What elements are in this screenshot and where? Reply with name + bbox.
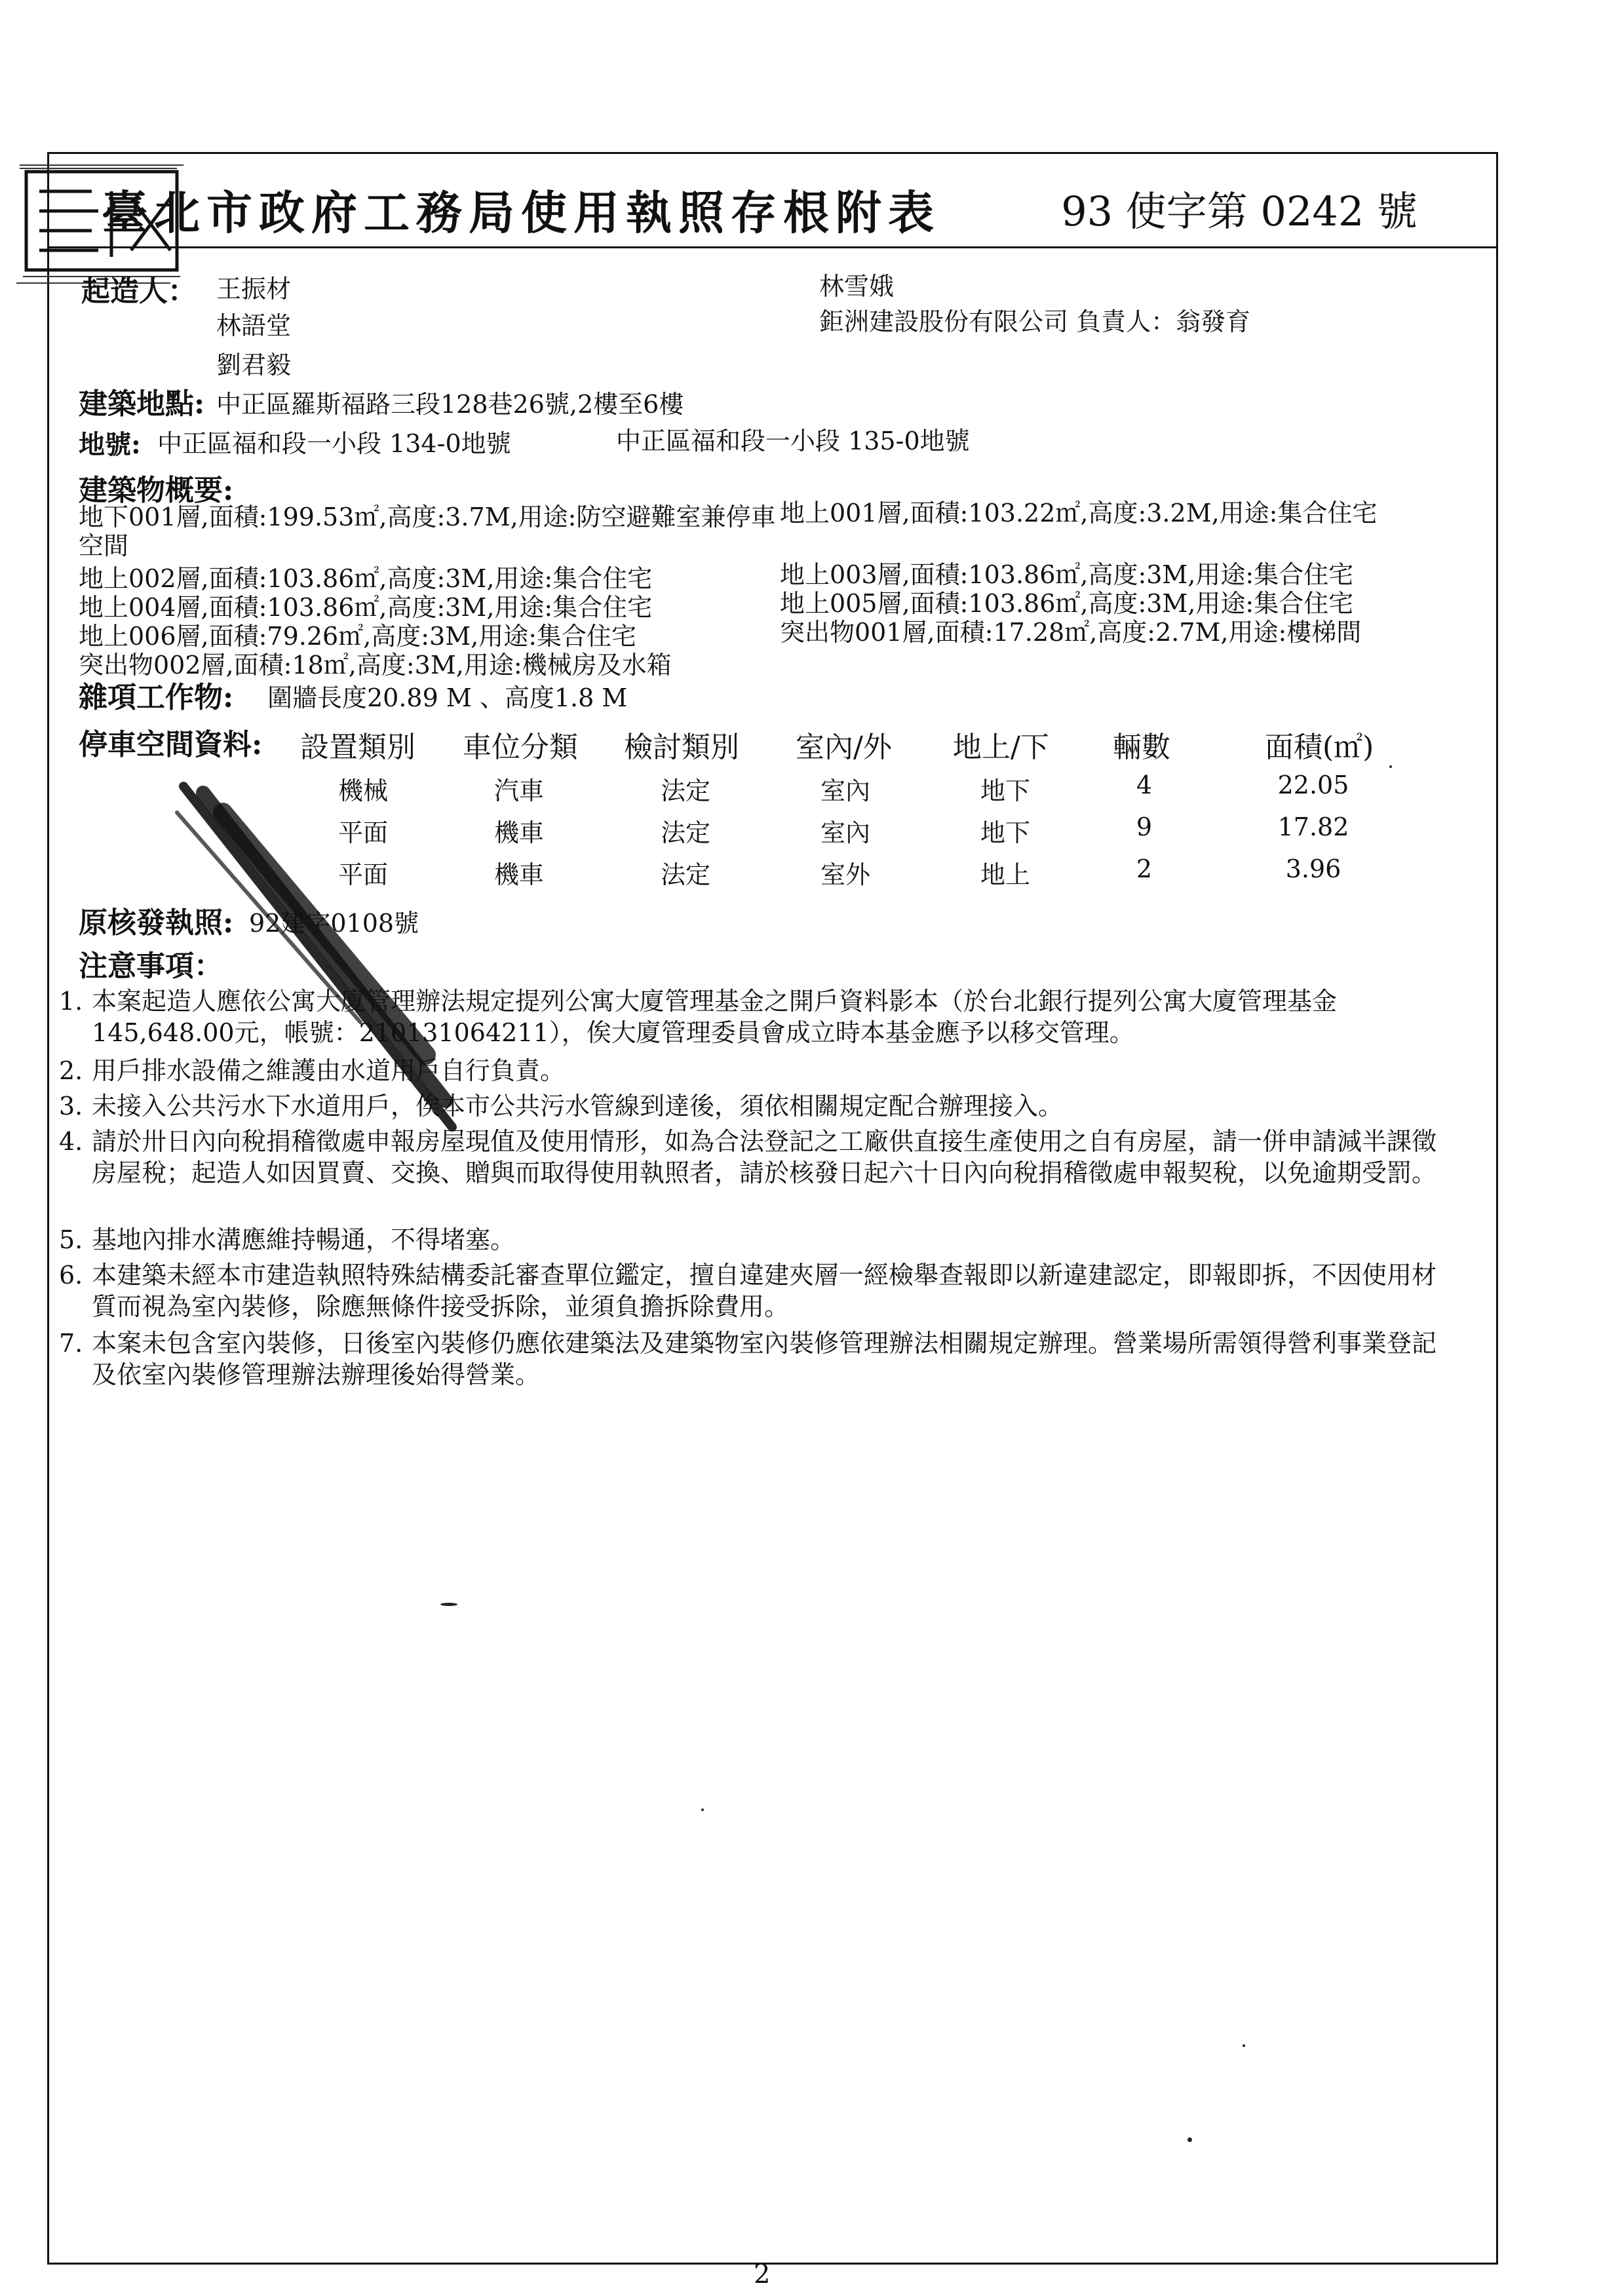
parking-cell: 機車 [493, 860, 544, 889]
parking-cell: 地上 [980, 860, 1030, 889]
parking-cell: 機械 [338, 776, 388, 805]
note-number: 1. [59, 987, 83, 1016]
note-number: 7. [59, 1329, 83, 1358]
parking-header: 輛數 [1113, 731, 1170, 764]
address-value: 中正區羅斯福路三段128巷26號,2樓至6樓 [216, 390, 684, 419]
parking-header: 面積(㎡) [1265, 731, 1374, 764]
building-line-left: 地上004層,面積:103.86㎡,高度:3M,用途:集合住宅 [79, 593, 653, 622]
applicant-label: 起造人： [81, 275, 197, 308]
lot-value-1: 中正區福和段一小段 134-0地號 [157, 429, 511, 458]
title-bar [49, 154, 1496, 248]
parking-cell: 機車 [493, 818, 544, 847]
parking-cell: 室內 [820, 818, 870, 847]
building-summary-label: 建築物概要: [79, 474, 234, 507]
note-text: 本建築未經本市建造執照特殊結構委託審查單位鑑定，擅自違建夾層一經檢舉查報即以新違建認定，即報即拆，不因使用材質而視為室內裝修，除應無條件接受拆除，並須負擔拆除費用。 [92, 1261, 1437, 1321]
parking-header: 車位分類 [463, 731, 578, 764]
parking-cell: 法定 [660, 818, 710, 847]
stray-mark [1389, 765, 1392, 768]
parking-cell: 3.96 [1285, 854, 1341, 883]
misc-works-label: 雜項工作物: [79, 681, 234, 714]
parking-header: 檢討類別 [624, 731, 739, 764]
note-number: 2. [59, 1056, 83, 1085]
note-item [59, 1259, 1455, 1322]
stray-mark [1243, 2044, 1245, 2047]
parking-cell: 地下 [980, 776, 1030, 805]
building-line-left: 地下001層,面積:199.53㎡,高度:3.7M,用途:防空避難室兼停車 [79, 503, 776, 531]
applicant-name: 林語堂 [216, 311, 292, 340]
applicant-name: 王振材 [216, 275, 292, 303]
parking-cell: 平面 [338, 860, 388, 889]
applicant-company: 鉅洲建設股份有限公司 負責人：翁發育 [819, 307, 1251, 336]
parking-cell: 法定 [660, 860, 710, 889]
building-line-left: 突出物002層,面積:18㎡,高度:3M,用途:機械房及水箱 [79, 651, 672, 679]
parking-cell: 平面 [338, 818, 388, 847]
address-label: 建築地點: [79, 387, 205, 421]
parking-cell: 室內 [820, 776, 870, 805]
page-number: 2 [754, 2259, 771, 2289]
parking-cell: 17.82 [1277, 813, 1349, 841]
notes-label: 注意事項： [79, 949, 223, 983]
permit-form-frame [47, 152, 1498, 2265]
scan-streak-mark [164, 773, 472, 1140]
applicant-name: 林雪娥 [819, 272, 895, 301]
permit-number: 93 使字第 0242 號 [1061, 187, 1418, 235]
parking-cell: 22.05 [1277, 771, 1349, 799]
building-line-right: 地上001層,面積:103.22㎡,高度:3.2M,用途:集合住宅 [780, 499, 1378, 527]
building-line-right: 地上003層,面積:103.86㎡,高度:3M,用途:集合住宅 [780, 560, 1354, 589]
note-text: 未接入公共污水下水道用戶，俟本市公共污水管線到達後，須依相關規定配合辦理接入。 [92, 1092, 1064, 1120]
note-text: 請於卅日內向稅捐稽徵處申報房屋現值及使用情形，如為合法登記之工廠供直接生產使用之自有房屋，請一併申請減半課徵房屋稅；起造人如因買賣、交換、贈與而取得使用執照者，請於核發日起六十日內向稅捐稽徵處申報契稅，以免逾期受罰。 [92, 1127, 1437, 1187]
note-item [59, 1224, 1455, 1255]
building-line-right: 突出物001層,面積:17.28㎡,高度:2.7M,用途:樓梯間 [780, 618, 1362, 647]
parking-cell: 4 [1136, 771, 1153, 799]
lot-label: 地號: [79, 429, 141, 460]
applicant-name: 劉君毅 [216, 351, 292, 379]
building-line-left: 地上002層,面積:103.86㎡,高度:3M,用途:集合住宅 [79, 564, 653, 593]
building-line-right: 地上005層,面積:103.86㎡,高度:3M,用途:集合住宅 [780, 589, 1354, 618]
parking-cell: 室外 [820, 860, 870, 889]
note-text: 本案起造人應依公寓大廈管理辦法規定提列公寓大廈管理基金之開戶資料影本（於台北銀行提列公寓大廈管理基金145,648.00元，帳號：210131064211），俟大廈管理委員會成立時本基金應予以移交管理。 [92, 987, 1338, 1047]
note-number: 5. [59, 1225, 83, 1254]
stray-mark [1187, 2137, 1192, 2142]
parking-header: 地上/下 [953, 731, 1049, 764]
parking-cell: 地下 [980, 818, 1030, 847]
note-number: 6. [59, 1261, 83, 1290]
note-number: 4. [59, 1127, 83, 1156]
note-number: 3. [59, 1092, 83, 1120]
original-license-value: 92建字0108號 [249, 909, 419, 938]
stray-mark [440, 1603, 457, 1606]
parking-label: 停車空間資料: [79, 728, 263, 761]
note-text: 基地內排水溝應維持暢通，不得堵塞。 [92, 1225, 516, 1254]
note-text: 本案未包含室內裝修，日後室內裝修仍應依建築法及建築物室內裝修管理辦法相關規定辦理。營業場所需領得營利事業登記及依室內裝修管理辦法辦理後始得營業。 [92, 1329, 1437, 1389]
parking-header: 設置類別 [300, 731, 415, 764]
building-line-left: 空間 [79, 531, 129, 560]
lot-value-2: 中正區福和段一小段 135-0地號 [616, 427, 970, 455]
original-license-label: 原核發執照: [79, 906, 234, 940]
note-item [59, 1328, 1455, 1390]
parking-cell: 法定 [660, 776, 710, 805]
parking-cell: 2 [1136, 854, 1153, 883]
document-title: 臺北市政府工務局使用執照存根附表 [102, 185, 940, 240]
parking-cell: 9 [1136, 813, 1153, 841]
note-text: 用戶排水設備之維護由水道用戶自行負責。 [92, 1056, 566, 1085]
building-line-left: 地上006層,面積:79.26㎡,高度:3M,用途:集合住宅 [79, 622, 637, 651]
parking-header: 室內/外 [796, 731, 892, 764]
stray-mark [701, 1808, 704, 1811]
parking-cell: 汽車 [493, 776, 544, 805]
misc-works-value: 圍牆長度20.89 M 、高度1.8 M [267, 683, 628, 712]
